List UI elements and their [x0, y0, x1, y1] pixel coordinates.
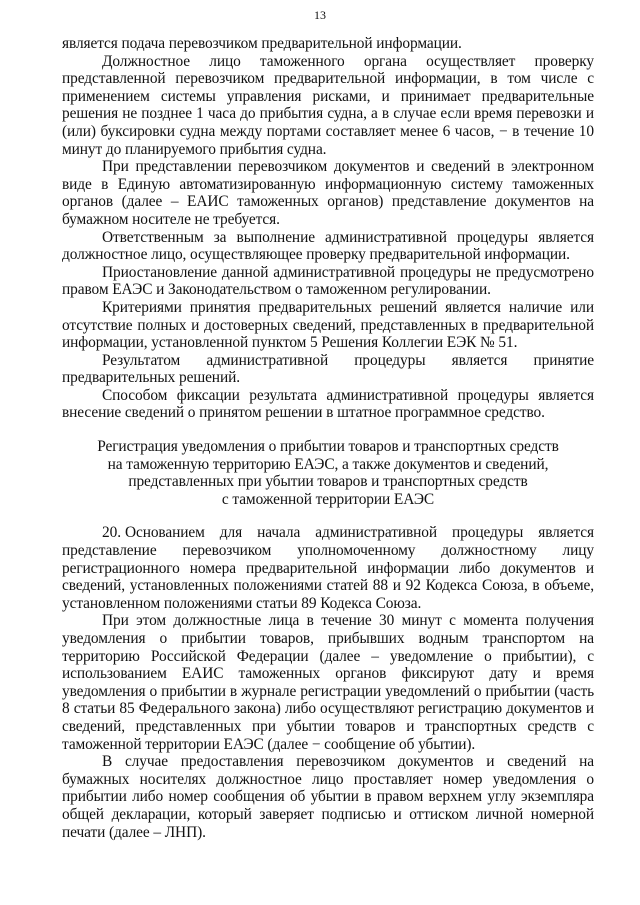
paragraph: Ответственным за выполнение административной процедуры является должностное лицо, осуществляющее проверку предварительной информации. — [62, 228, 594, 264]
paragraph: Способом фиксации результата административной процедуры является внесение сведений о принятом решении в штатное программное средство. — [62, 386, 594, 422]
paragraph: Должностное лицо таможенного органа осуществляет проверку представленной перевозчиком предварительной информации, в том числе с применением системы управления рисками, и принимает предварительные решения не позднее 1 часа до прибытия судна, а в случае если время перевозки и (или) буксировки судна между портами составляет менее 6 часов, − в течение 10 минут до планируемого прибытия судна. — [62, 52, 594, 158]
paragraph: При представлении перевозчиком документов и сведений в электронном виде в Единую автоматизированную информационную систему таможенных органов (далее – ЕАИС таможенных органов) представление документов на бумажном носителе не требуется. — [62, 158, 594, 228]
page-number: 13 — [314, 8, 326, 22]
section-heading-line: представленных при убытии товаров и транспортных средств — [128, 473, 528, 491]
paragraph-text: Основанием для начала административной процедуры является представление перевозчиком уполномоченному должностному лицу регистрационного номера предварительной информации либо документов и сведений, установленных положениями статей 88 и 92 Кодекса Союза, в объеме, установленном положениями статьи 89 Кодекса Союза. — [62, 524, 594, 612]
section-heading — [62, 438, 594, 508]
paragraph: При этом должностные лица в течение 30 минут с момента получения уведомления о прибытии товаров, прибывших водным транспортом на территорию Российской Федерации (далее – уведомление о прибытии), с использованием ЕАИС таможенных органов фиксируют дату и время уведомления о прибытии в журнале регистрации уведомлений о прибытии (часть 8 статьи 85 Федерального закона) либо осуществляют регистрацию документов и сведений, представленных при убытии товаров и транспортных средств с таможенной территории ЕАЭС (далее − сообщение об убытии). — [62, 612, 594, 753]
paragraph: В случае предоставления перевозчиком документов и сведений на бумажных носителях должностное лицо проставляет номер уведомления о прибытии либо номер сообщения об убытии в правом верхнем углу экземпляра общей декларации, который заверяет подписью и оттиском личной номерной печати (далее – ЛНП). — [62, 753, 594, 841]
page-content — [62, 35, 594, 841]
section-heading-line: на таможенную территорию ЕАЭС, а также документов и сведений, — [107, 455, 549, 473]
paragraph: Результатом административной процедуры является принятие предварительных решений. — [62, 351, 594, 387]
paragraph: является подача перевозчиком предварительной информации. — [62, 35, 462, 52]
paragraph: Критериями принятия предварительных решений является наличие или отсутствие полных и достоверных сведений, представленных в предварительной информации, установленной пунктом 5 Решения Коллегии ЕЭК № 51. — [62, 298, 594, 352]
paragraph-number: 20. — [102, 524, 121, 542]
paragraph: Приостановление данной административной процедуры не предусмотрено правом ЕАЭС и Законодательством о таможенном регулировании. — [62, 263, 594, 299]
numbered-paragraph — [62, 524, 594, 612]
section-heading-line: Регистрация уведомления о прибытии товаров и транспортных средств — [97, 438, 559, 456]
section-heading-line: с таможенной территории ЕАЭС — [221, 490, 435, 508]
